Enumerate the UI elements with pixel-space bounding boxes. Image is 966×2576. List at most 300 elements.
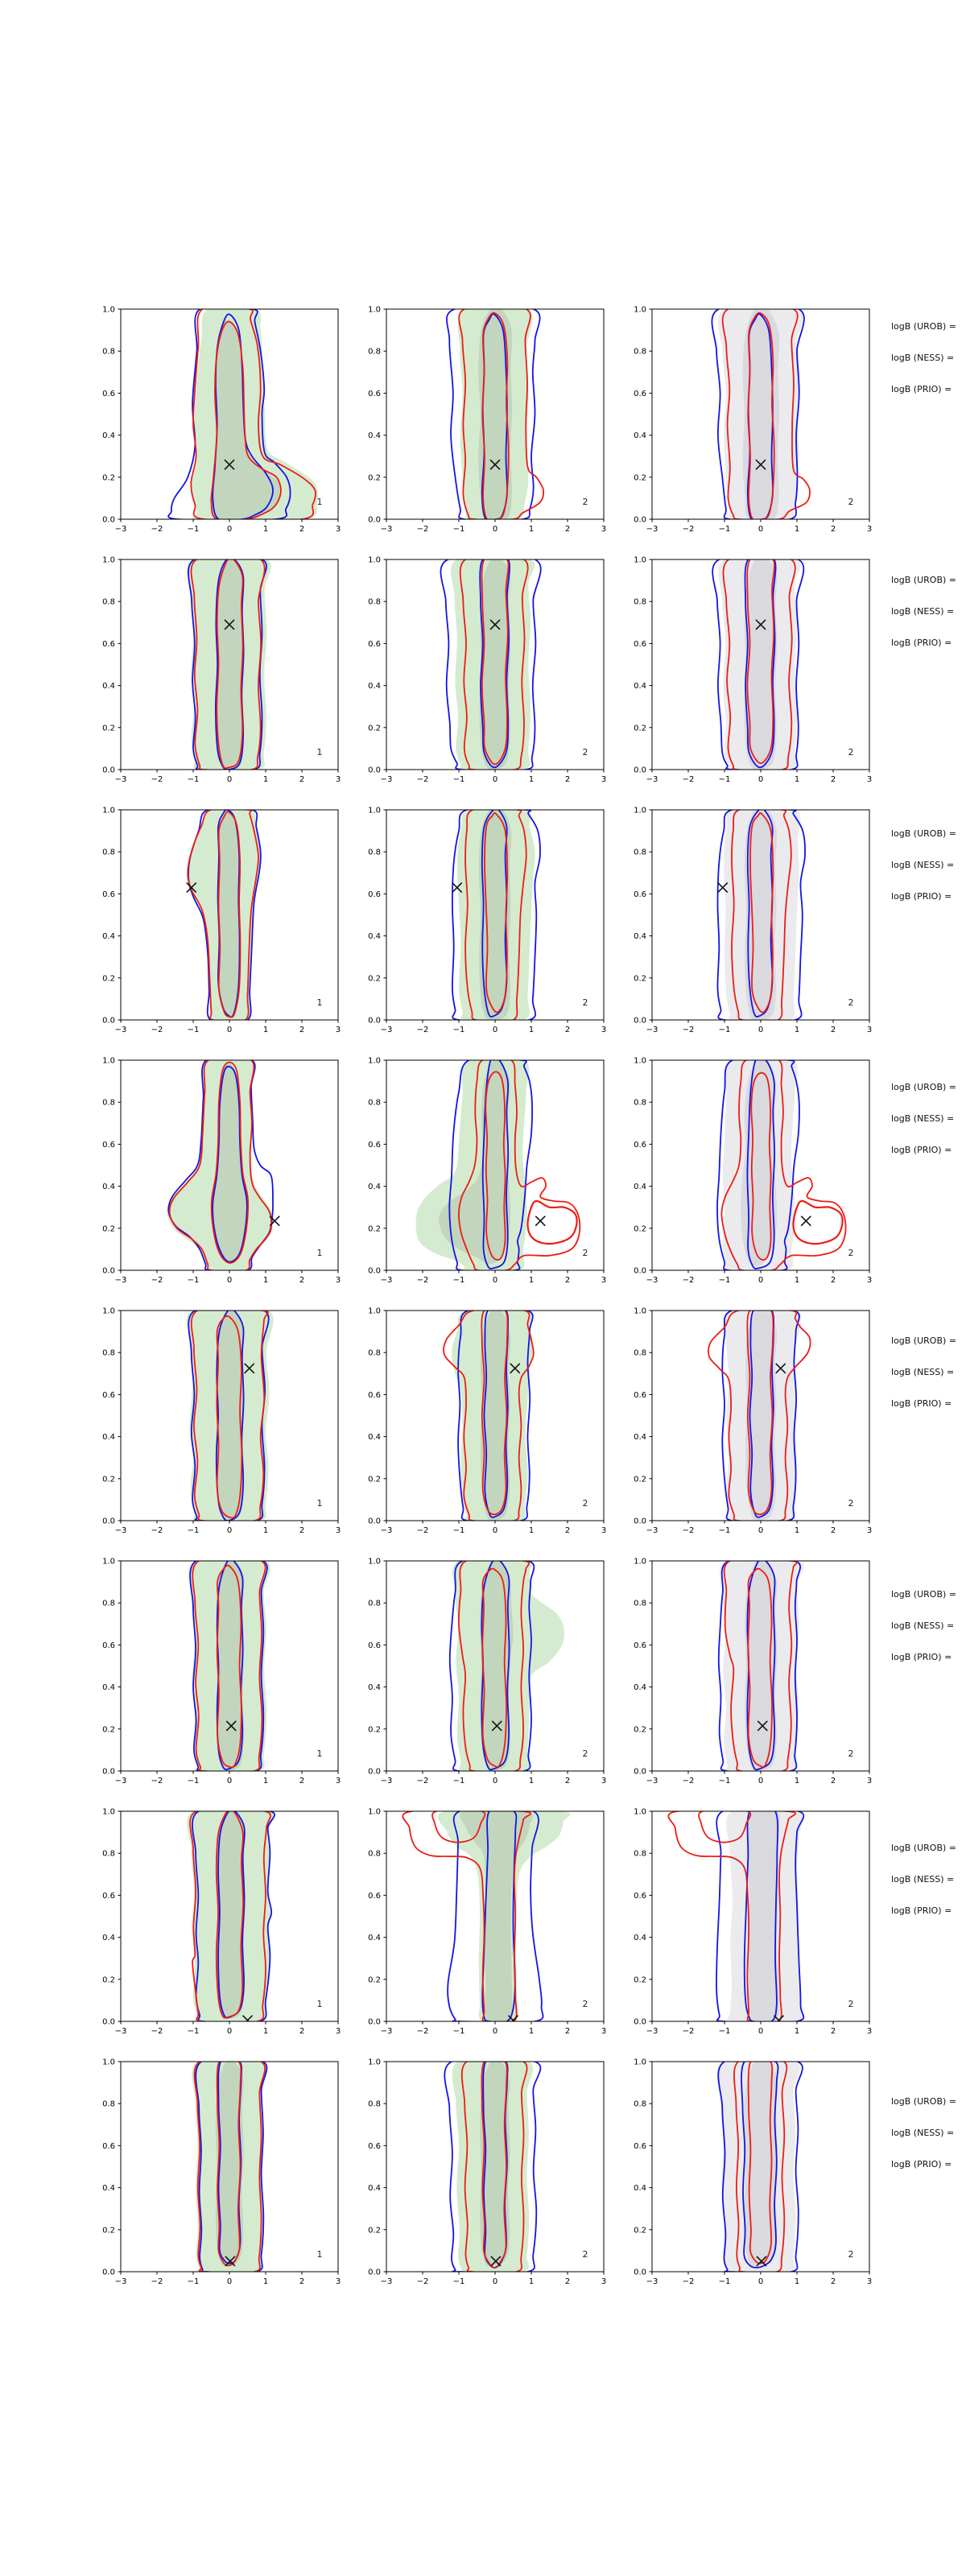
x-tick-label: −1 (187, 775, 200, 784)
y-tick-label: 0.4 (368, 1433, 381, 1443)
y-tick-label: 0.0 (368, 515, 381, 525)
y-tick-label: 0.4 (368, 932, 381, 942)
x-tick-label: 3 (601, 2277, 607, 2286)
logb-annotation: logB (PRIO) = (891, 1905, 952, 1916)
logb-annotation: logB (NESS) = (891, 353, 955, 363)
y-tick-label: 0.8 (102, 1599, 115, 1608)
y-tick-label: 0.6 (634, 1641, 646, 1650)
plot-area (719, 1557, 803, 1773)
logb-annotation: logB (UROB) = (891, 321, 957, 332)
y-tick-label: 0.8 (634, 1849, 646, 1859)
x-tick-label: 3 (335, 1526, 341, 1535)
y-tick-label: 0.2 (634, 724, 646, 733)
y-tick-label: 0.4 (368, 1183, 381, 1192)
x-tick-label: −3 (646, 2027, 658, 2036)
y-tick-label: 0.4 (634, 1433, 646, 1443)
x-tick-label: 1 (528, 1777, 535, 1785)
x-tick-label: −2 (682, 1026, 695, 1034)
y-tick-label: 0.4 (102, 682, 115, 691)
y-tick-label: 1.0 (634, 1307, 646, 1316)
x-tick-label: −3 (114, 525, 127, 534)
x-tick-label: −1 (452, 2027, 465, 2036)
panel-corner-label: 2 (848, 2249, 854, 2260)
logb-annotation: logB (UROB) = (891, 575, 957, 585)
panel-corner-label: 2 (848, 1498, 854, 1509)
x-tick-label: −2 (682, 2277, 695, 2286)
x-tick-label: −1 (452, 1276, 465, 1285)
y-tick-label: 0.6 (368, 389, 381, 398)
x-tick-label: −2 (151, 775, 163, 784)
y-tick-label: 0.4 (102, 1183, 115, 1192)
x-tick-label: 0 (492, 1777, 498, 1785)
x-tick-label: −1 (187, 1026, 200, 1034)
y-tick-label: 0.0 (634, 2268, 646, 2277)
panel-corner-label: 2 (582, 2249, 588, 2260)
y-tick-label: 0.4 (102, 431, 115, 441)
x-tick-label: 0 (492, 525, 498, 534)
y-tick-label: 0.0 (368, 1016, 381, 1026)
x-tick-label: 0 (226, 1026, 233, 1034)
y-tick-label: 0.0 (634, 1016, 646, 1026)
y-tick-label: 0.8 (634, 347, 646, 357)
x-tick-label: −1 (718, 525, 731, 534)
y-tick-label: 0.0 (634, 1266, 646, 1276)
y-tick-label: 0.2 (102, 473, 115, 483)
x-tick-label: 2 (564, 525, 571, 534)
x-tick-label: −2 (151, 1777, 163, 1785)
x-tick-label: 0 (758, 2277, 764, 2286)
x-tick-label: 2 (299, 1026, 305, 1034)
density-fill-inner (747, 1806, 780, 2024)
y-tick-label: 0.8 (634, 597, 646, 607)
x-tick-label: 1 (794, 1526, 800, 1535)
y-tick-label: 0.8 (634, 1098, 646, 1108)
x-tick-label: −2 (682, 1526, 695, 1535)
y-tick-label: 1.0 (368, 1056, 381, 1066)
x-tick-label: 0 (758, 525, 764, 534)
y-tick-label: 0.6 (102, 2141, 115, 2151)
y-tick-label: 0.0 (102, 2017, 115, 2027)
logb-annotation: logB (UROB) = (891, 2096, 957, 2107)
y-tick-label: 0.8 (368, 1849, 381, 1859)
y-tick-label: 1.0 (368, 1557, 381, 1567)
y-tick-label: 0.8 (634, 2099, 646, 2109)
x-tick-label: −2 (682, 1777, 695, 1785)
y-tick-label: 0.8 (102, 848, 115, 857)
plot-area (187, 1807, 275, 2025)
x-tick-label: 3 (335, 1276, 341, 1285)
y-tick-label: 0.6 (368, 2141, 381, 2151)
x-tick-label: −3 (380, 1276, 393, 1285)
y-tick-label: 0.2 (634, 1224, 646, 1234)
x-tick-label: −1 (452, 775, 465, 784)
y-tick-label: 0.6 (368, 1641, 381, 1650)
y-tick-label: 0.0 (368, 2268, 381, 2277)
x-tick-label: 3 (601, 1526, 607, 1535)
y-tick-label: 0.0 (102, 1266, 115, 1276)
density-fill-inner (218, 811, 240, 1016)
x-tick-label: 2 (830, 1777, 836, 1785)
x-tick-label: 1 (794, 1276, 800, 1285)
x-tick-label: −1 (187, 1276, 200, 1285)
y-tick-label: 0.2 (368, 724, 381, 733)
y-tick-label: 0.2 (368, 1475, 381, 1484)
y-tick-label: 0.4 (102, 2184, 115, 2194)
x-tick-label: 2 (564, 1777, 571, 1785)
plot-area (712, 554, 803, 771)
x-tick-label: −3 (646, 1526, 658, 1535)
x-tick-label: 0 (758, 1777, 764, 1785)
x-tick-label: 2 (564, 1026, 571, 1034)
x-tick-label: 1 (528, 525, 535, 534)
x-tick-label: 2 (564, 775, 571, 784)
x-tick-label: 0 (492, 1026, 498, 1034)
x-tick-label: −1 (187, 2027, 200, 2036)
x-tick-label: 2 (299, 1276, 305, 1285)
y-tick-label: 0.8 (102, 347, 115, 357)
x-tick-label: 0 (492, 1526, 498, 1535)
y-tick-label: 0.6 (634, 2141, 646, 2151)
y-tick-label: 0.2 (634, 473, 646, 483)
x-tick-label: −2 (682, 775, 695, 784)
y-tick-label: 0.2 (102, 1975, 115, 1985)
y-tick-label: 0.2 (368, 1224, 381, 1234)
x-tick-label: 3 (335, 525, 341, 534)
y-tick-label: 0.8 (368, 347, 381, 357)
x-tick-label: −2 (416, 1026, 429, 1034)
x-tick-label: −1 (187, 1777, 200, 1785)
logb-annotation: logB (PRIO) = (891, 638, 952, 648)
logb-annotation: logB (UROB) = (891, 828, 957, 839)
x-tick-label: 1 (262, 775, 269, 784)
panel-corner-label: 2 (582, 1748, 588, 1759)
y-tick-label: 0.6 (634, 1140, 646, 1150)
y-tick-label: 1.0 (102, 555, 115, 565)
panel-corner-label: 1 (316, 1248, 323, 1258)
y-tick-label: 0.4 (634, 431, 646, 441)
x-tick-label: 3 (601, 775, 607, 784)
panel-corner-label: 1 (316, 1748, 323, 1759)
logb-annotation: logB (UROB) = (891, 1843, 957, 1853)
y-tick-label: 0.2 (634, 2226, 646, 2235)
x-tick-label: 0 (226, 2027, 233, 2036)
x-tick-label: −3 (114, 2027, 127, 2036)
x-tick-label: 0 (226, 775, 233, 784)
x-tick-label: 2 (299, 775, 305, 784)
logb-annotation: logB (UROB) = (891, 1082, 957, 1092)
y-tick-label: 0.6 (634, 1390, 646, 1400)
y-tick-label: 1.0 (102, 806, 115, 815)
y-tick-label: 0.6 (634, 389, 646, 398)
panel-corner-label: 2 (848, 1999, 854, 2009)
x-tick-label: 0 (758, 1526, 764, 1535)
x-tick-label: −3 (646, 2277, 658, 2286)
plot-area (717, 807, 805, 1022)
x-tick-label: 2 (830, 1026, 836, 1034)
y-tick-label: 0.4 (634, 2184, 646, 2194)
x-tick-label: −2 (151, 2027, 163, 2036)
x-tick-label: 0 (226, 2277, 233, 2286)
x-tick-label: 1 (794, 1026, 800, 1034)
x-tick-label: 1 (794, 775, 800, 784)
y-tick-label: 0.8 (102, 1098, 115, 1108)
x-tick-label: 3 (601, 2027, 607, 2036)
x-tick-label: 2 (830, 2277, 836, 2286)
x-tick-label: 1 (262, 1777, 269, 1785)
x-tick-label: 3 (866, 1526, 873, 1535)
y-tick-label: 0.0 (368, 1266, 381, 1276)
y-tick-label: 1.0 (634, 1557, 646, 1567)
logb-annotation: logB (PRIO) = (891, 891, 952, 902)
x-tick-label: 2 (830, 775, 836, 784)
x-tick-label: −1 (718, 2277, 731, 2286)
y-tick-label: 0.8 (102, 1348, 115, 1358)
x-tick-label: 0 (492, 775, 498, 784)
y-tick-label: 0.0 (102, 515, 115, 525)
panel-corner-label: 2 (582, 747, 588, 758)
plot-area (716, 2057, 803, 2273)
x-tick-label: −3 (380, 1026, 393, 1034)
x-tick-label: 0 (758, 775, 764, 784)
x-tick-label: −2 (416, 775, 429, 784)
logb-annotation: logB (NESS) = (891, 2128, 955, 2138)
y-tick-label: 0.2 (102, 1224, 115, 1234)
y-tick-label: 0.8 (368, 1348, 381, 1358)
y-tick-label: 0.6 (634, 890, 646, 899)
x-tick-label: 2 (299, 2277, 305, 2286)
y-tick-label: 0.6 (102, 1140, 115, 1150)
x-tick-label: 2 (299, 525, 305, 534)
y-tick-label: 0.2 (634, 974, 646, 984)
x-tick-label: −2 (682, 1276, 695, 1285)
x-tick-label: −3 (646, 1777, 658, 1785)
x-tick-label: −1 (452, 525, 465, 534)
x-tick-label: −1 (718, 1526, 731, 1535)
x-tick-label: 3 (866, 2277, 873, 2286)
panel-corner-label: 2 (848, 997, 854, 1008)
y-tick-label: 0.8 (368, 1098, 381, 1108)
x-tick-label: 3 (335, 1777, 341, 1785)
x-tick-label: 3 (335, 1026, 341, 1034)
y-tick-label: 0.2 (102, 1475, 115, 1484)
x-tick-label: 1 (528, 775, 535, 784)
x-tick-label: 2 (830, 525, 836, 534)
x-tick-label: −1 (452, 1026, 465, 1034)
x-tick-label: 3 (866, 1026, 873, 1034)
panel-corner-label: 1 (316, 1498, 323, 1509)
x-tick-label: 2 (299, 1777, 305, 1785)
y-tick-label: 1.0 (368, 1807, 381, 1817)
plot-area (186, 1306, 273, 1522)
x-tick-label: 2 (564, 2277, 571, 2286)
x-tick-label: 0 (492, 2027, 498, 2036)
x-tick-label: −3 (114, 2277, 127, 2286)
panel-corner-label: 2 (848, 1248, 854, 1258)
y-tick-label: 0.4 (634, 1683, 646, 1693)
x-tick-label: 3 (601, 1276, 607, 1285)
x-tick-label: 1 (262, 1276, 269, 1285)
logb-annotation: logB (UROB) = (891, 1589, 957, 1600)
y-tick-label: 0.4 (368, 431, 381, 441)
x-tick-label: 1 (528, 1276, 535, 1285)
y-tick-label: 0.8 (634, 848, 646, 857)
y-tick-label: 0.6 (368, 1390, 381, 1400)
x-tick-label: 3 (866, 1777, 873, 1785)
x-tick-label: 3 (866, 1276, 873, 1285)
y-tick-label: 0.8 (634, 1348, 646, 1358)
y-tick-label: 0.6 (102, 639, 115, 649)
y-tick-label: 1.0 (634, 2058, 646, 2067)
y-tick-label: 0.6 (102, 890, 115, 899)
panel-corner-label: 2 (582, 1498, 588, 1509)
x-tick-label: 1 (794, 525, 800, 534)
x-tick-label: 2 (564, 2027, 571, 2036)
y-tick-label: 1.0 (102, 1807, 115, 1817)
x-tick-label: −2 (416, 525, 429, 534)
y-tick-label: 0.0 (634, 1767, 646, 1777)
x-tick-label: 1 (794, 2277, 800, 2286)
x-tick-label: 0 (492, 2277, 498, 2286)
y-tick-label: 0.4 (102, 1934, 115, 1943)
y-tick-label: 0.8 (634, 1599, 646, 1608)
logb-annotation: logB (NESS) = (891, 606, 955, 617)
x-tick-label: −3 (114, 1026, 127, 1034)
y-tick-label: 0.2 (102, 974, 115, 984)
y-tick-label: 0.0 (102, 1767, 115, 1777)
x-tick-label: −3 (114, 775, 127, 784)
x-tick-label: 1 (262, 1526, 269, 1535)
x-tick-label: −1 (187, 525, 200, 534)
x-tick-label: −3 (114, 1276, 127, 1285)
x-tick-label: 2 (830, 1526, 836, 1535)
x-tick-label: 1 (262, 525, 269, 534)
x-tick-label: −3 (646, 525, 658, 534)
x-tick-label: 0 (226, 525, 233, 534)
x-tick-label: 1 (528, 2027, 535, 2036)
panel-corner-label: 1 (316, 1999, 323, 2009)
x-tick-label: 3 (866, 2027, 873, 2036)
y-tick-label: 1.0 (368, 806, 381, 815)
y-tick-label: 0.4 (102, 1433, 115, 1443)
y-tick-label: 0.2 (102, 2226, 115, 2235)
y-tick-label: 0.0 (102, 2268, 115, 2277)
x-tick-label: 0 (492, 1276, 498, 1285)
x-tick-label: −3 (380, 525, 393, 534)
y-tick-label: 1.0 (634, 305, 646, 315)
y-tick-label: 0.6 (634, 639, 646, 649)
y-tick-label: 0.4 (634, 1934, 646, 1943)
y-tick-label: 1.0 (634, 1056, 646, 1066)
y-tick-label: 0.0 (368, 766, 381, 775)
y-tick-label: 0.0 (634, 2017, 646, 2027)
y-tick-label: 0.0 (634, 515, 646, 525)
x-tick-label: 3 (335, 2277, 341, 2286)
y-tick-label: 1.0 (102, 1557, 115, 1567)
x-tick-label: −2 (416, 2027, 429, 2036)
x-tick-label: −3 (380, 775, 393, 784)
x-tick-label: 1 (528, 1026, 535, 1034)
panel-corner-label: 2 (582, 497, 588, 507)
y-tick-label: 0.4 (368, 1683, 381, 1693)
y-tick-label: 1.0 (368, 305, 381, 315)
x-tick-label: −2 (416, 1526, 429, 1535)
x-tick-label: −3 (380, 1526, 393, 1535)
x-tick-label: 2 (299, 1526, 305, 1535)
x-tick-label: −2 (682, 2027, 695, 2036)
y-tick-label: 0.0 (102, 766, 115, 775)
logb-annotation: logB (PRIO) = (891, 384, 952, 394)
x-tick-label: −2 (416, 1276, 429, 1285)
x-tick-label: 2 (564, 1276, 571, 1285)
panel-corner-label: 2 (848, 1748, 854, 1759)
y-tick-label: 1.0 (368, 555, 381, 565)
x-tick-label: 3 (335, 775, 341, 784)
y-tick-label: 0.6 (102, 1641, 115, 1650)
x-tick-label: −1 (187, 1526, 200, 1535)
y-tick-label: 0.6 (102, 389, 115, 398)
x-tick-label: 3 (601, 525, 607, 534)
x-tick-label: −3 (380, 2027, 393, 2036)
x-tick-label: −2 (416, 1777, 429, 1785)
x-tick-label: −3 (380, 1777, 393, 1785)
x-tick-label: 1 (528, 1526, 535, 1535)
logb-annotation: logB (PRIO) = (891, 1145, 952, 1155)
x-tick-label: 0 (226, 1276, 233, 1285)
plot-area (188, 1556, 270, 1773)
y-tick-label: 0.6 (102, 1891, 115, 1901)
density-fill-inner (216, 557, 244, 770)
y-tick-label: 0.8 (102, 1849, 115, 1859)
logb-annotation: logB (NESS) = (891, 1874, 955, 1885)
y-tick-label: 0.2 (368, 473, 381, 483)
x-tick-label: 0 (226, 1526, 233, 1535)
y-tick-label: 0.2 (368, 2226, 381, 2235)
y-tick-label: 0.0 (368, 2017, 381, 2027)
x-tick-label: −1 (187, 2277, 200, 2286)
x-tick-label: 0 (226, 1777, 233, 1785)
panel-corner-label: 1 (316, 747, 323, 758)
y-tick-label: 0.0 (634, 766, 646, 775)
panel-corner-label: 1 (316, 497, 323, 507)
panel-corner-label: 2 (582, 1999, 588, 2009)
x-tick-label: −2 (151, 2277, 163, 2286)
y-tick-label: 0.8 (368, 1599, 381, 1608)
y-tick-label: 0.0 (634, 1517, 646, 1526)
plot-area (452, 807, 540, 1022)
y-tick-label: 0.2 (102, 724, 115, 733)
panel-corner-label: 2 (582, 1248, 588, 1258)
logb-annotation: logB (NESS) = (891, 1113, 955, 1124)
logb-annotation: logB (NESS) = (891, 1620, 955, 1631)
y-tick-label: 1.0 (634, 555, 646, 565)
panel-corner-label: 2 (582, 997, 588, 1008)
x-tick-label: 2 (299, 2027, 305, 2036)
y-tick-label: 0.0 (102, 1517, 115, 1526)
y-tick-label: 0.2 (368, 974, 381, 984)
x-tick-label: 3 (866, 775, 873, 784)
y-tick-label: 0.2 (634, 1475, 646, 1484)
x-tick-label: −1 (452, 1526, 465, 1535)
y-tick-label: 0.0 (102, 1016, 115, 1026)
x-tick-label: 3 (335, 2027, 341, 2036)
x-tick-label: −3 (646, 775, 658, 784)
x-tick-label: 2 (830, 2027, 836, 2036)
x-tick-label: −1 (718, 775, 731, 784)
panel-corner-label: 2 (848, 497, 854, 507)
x-tick-label: −3 (380, 2277, 393, 2286)
x-tick-label: −1 (718, 1777, 731, 1785)
y-tick-label: 0.2 (368, 1725, 381, 1735)
